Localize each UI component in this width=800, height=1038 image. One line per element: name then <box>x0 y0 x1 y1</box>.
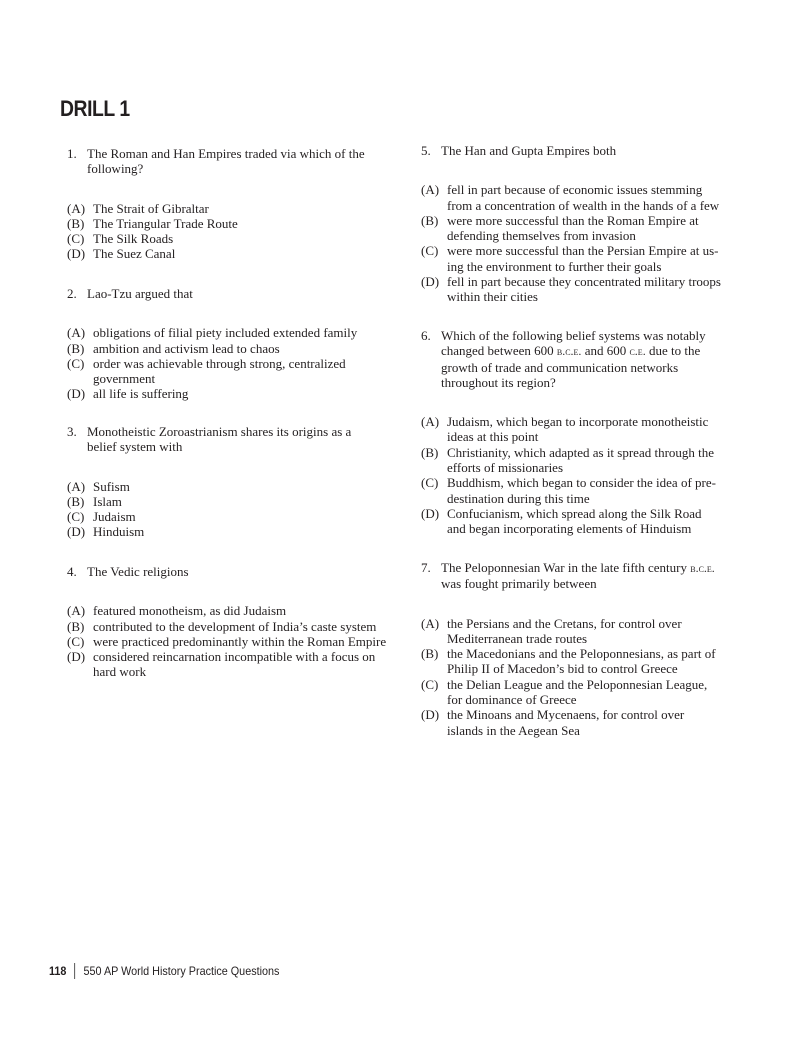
question-number: 4. <box>67 564 77 579</box>
option-letter: (B) <box>67 493 85 509</box>
option-text: Judaism, which began to incorporate monotheistic ideas at this point <box>447 414 709 445</box>
option-letter: (A) <box>421 182 440 198</box>
option-text: The Strait of Gibraltar <box>93 200 209 216</box>
question-text: The Vedic religions <box>87 564 189 579</box>
option-letter: (C) <box>421 676 439 692</box>
page-footer <box>49 963 279 979</box>
answer-option <box>67 494 367 509</box>
option-text: The Suez Canal <box>93 246 176 262</box>
option-text: were more successful than the Roman Empire at defending themselves from invasion <box>447 212 699 244</box>
option-text: Islam <box>93 493 122 509</box>
option-letter: (D) <box>67 386 86 402</box>
option-letter: (B) <box>421 212 439 228</box>
option-text: considered reincarnation incompatible with a focus on hard work <box>93 649 376 680</box>
question-number: 7. <box>421 560 431 575</box>
option-text: featured monotheism, as did Judaism <box>93 603 287 619</box>
option-letter: (B) <box>421 444 439 460</box>
question-number: 3. <box>67 424 77 439</box>
option-letter: (D) <box>67 246 86 262</box>
question-text: Which of the following belief systems was notably changed between 600 <box>441 328 706 359</box>
question-6 <box>421 328 721 537</box>
option-letter: (D) <box>67 524 86 540</box>
option-letter: (C) <box>421 475 439 491</box>
answer-options <box>67 603 387 679</box>
answer-option <box>67 603 387 618</box>
option-letter: (D) <box>421 505 440 521</box>
question-stem <box>421 328 721 390</box>
answer-option <box>67 386 367 401</box>
option-text: Christianity, which adapted as it spread through the efforts of missionaries <box>447 444 715 476</box>
question-text: The Han and Gupta Empires both <box>441 143 617 158</box>
question-number: 1. <box>67 146 77 161</box>
option-letter: (D) <box>67 649 86 665</box>
question-3 <box>67 424 367 540</box>
option-letter: (A) <box>67 325 86 341</box>
option-text: Buddhism, which began to consider the idea of pre-destination during this time <box>447 475 716 506</box>
answer-options <box>67 325 367 401</box>
answer-option <box>421 646 721 677</box>
question-stem <box>67 564 387 579</box>
era-abbreviation: b.c.e. <box>556 344 582 359</box>
question-5 <box>421 143 721 305</box>
era-abbreviation: b.c.e. <box>690 561 715 575</box>
page-title: DRILL 1 <box>60 96 130 121</box>
answer-option <box>421 475 721 506</box>
question-stem <box>67 424 367 455</box>
answer-option <box>421 707 721 738</box>
answer-option <box>421 182 721 213</box>
option-text: the Persians and the Cretans, for control over Mediterranean trade routes <box>447 615 682 646</box>
option-text: the Macedonians and the Peloponnesians, as part of Philip II of Macedon’s bid to control Greece <box>447 646 716 677</box>
question-number: 6. <box>421 328 431 343</box>
option-letter: (A) <box>67 603 86 619</box>
option-text: the Minoans and Mycenaens, for control over islands in the Aegean Sea <box>447 707 685 738</box>
answer-option <box>421 213 721 244</box>
question-stem <box>421 560 721 592</box>
option-letter: (D) <box>421 274 440 290</box>
option-letter: (A) <box>67 478 86 494</box>
option-letter: (D) <box>421 707 440 723</box>
option-letter: (B) <box>421 646 439 662</box>
option-letter: (C) <box>421 243 439 259</box>
answer-option <box>421 445 721 476</box>
page-number: 118 <box>49 964 67 978</box>
option-letter: (B) <box>67 215 85 231</box>
option-letter: (A) <box>67 200 86 216</box>
answer-option <box>421 274 721 305</box>
option-letter: (B) <box>67 618 85 634</box>
option-text: Confucianism, which spread along the Silk Road and began incorporating elements of Hinduism <box>447 505 702 537</box>
option-text: order was achievable through strong, centralized government <box>93 355 346 387</box>
question-text: Monotheistic Zoroastrianism shares its origins as a belief system with <box>87 424 352 455</box>
answer-option <box>67 325 367 340</box>
question-stem <box>421 143 721 158</box>
question-text: The Roman and Han Empires traded via which of the following? <box>87 146 365 177</box>
answer-option <box>67 479 367 494</box>
question-7 <box>421 560 721 738</box>
option-text: were more successful than the Persian Empire at us-ing the environment to further their goals <box>447 243 719 274</box>
option-letter: (C) <box>67 355 85 371</box>
answer-option <box>421 243 721 274</box>
answer-option <box>421 616 721 647</box>
option-text: were practiced predominantly within the Roman Empire <box>93 633 387 649</box>
question-number: 5. <box>421 143 431 158</box>
question-stem <box>67 286 367 301</box>
answer-option <box>67 231 367 246</box>
answer-option <box>67 216 367 231</box>
option-text: Hinduism <box>93 524 145 540</box>
answer-option <box>67 524 367 539</box>
answer-options <box>67 201 367 262</box>
question-text: The Peloponnesian War in the late fifth century <box>441 560 691 575</box>
answer-options <box>421 616 721 738</box>
option-letter: (C) <box>67 633 85 649</box>
option-text: The Silk Roads <box>93 231 174 247</box>
answer-option <box>67 649 387 680</box>
answer-options <box>67 479 367 540</box>
option-letter: (C) <box>67 509 85 525</box>
answer-option <box>67 619 387 634</box>
option-text: ambition and activism lead to chaos <box>93 340 280 356</box>
footer-divider <box>75 963 76 979</box>
option-text: contributed to the development of India’s caste system <box>93 618 377 634</box>
question-1 <box>67 146 367 262</box>
book-title: 550 AP World History Practice Questions <box>83 964 280 978</box>
answer-option <box>421 414 721 445</box>
option-text: obligations of filial piety included extended family <box>93 325 358 341</box>
answer-option <box>67 356 367 387</box>
option-letter: (B) <box>67 340 85 356</box>
question-text: Lao-Tzu argued that <box>87 286 193 301</box>
question-4 <box>67 564 387 680</box>
answer-option <box>67 201 367 216</box>
option-text: Judaism <box>93 509 136 525</box>
question-text: and 600 <box>581 343 630 359</box>
answer-options <box>421 182 721 304</box>
question-number: 2. <box>67 286 77 301</box>
answer-option <box>421 677 721 708</box>
question-stem <box>67 146 367 177</box>
answer-option <box>421 506 721 537</box>
question-2 <box>67 286 367 402</box>
answer-option <box>67 509 367 524</box>
question-text: due to the growth of trade and communication networks throughout its region? <box>441 343 701 390</box>
option-text: the Delian League and the Peloponnesian League, for dominance of Greece <box>447 676 708 708</box>
question-text: was fought primarily between <box>441 576 597 592</box>
option-letter: (A) <box>421 615 440 631</box>
option-letter: (C) <box>67 231 85 247</box>
option-letter: (A) <box>421 414 440 430</box>
era-abbreviation: c.e. <box>629 344 646 359</box>
answer-option <box>67 634 387 649</box>
answer-option <box>67 246 367 261</box>
answer-option <box>67 341 367 356</box>
answer-options <box>421 414 721 536</box>
option-text: all life is suffering <box>93 386 189 402</box>
option-text: fell in part because of economic issues stemming from a concentration of wealth in the hands of a few <box>447 182 720 213</box>
option-text: fell in part because they concentrated military troops within their cities <box>447 274 721 305</box>
option-text: Sufism <box>93 478 130 494</box>
option-text: The Triangular Trade Route <box>93 215 238 231</box>
